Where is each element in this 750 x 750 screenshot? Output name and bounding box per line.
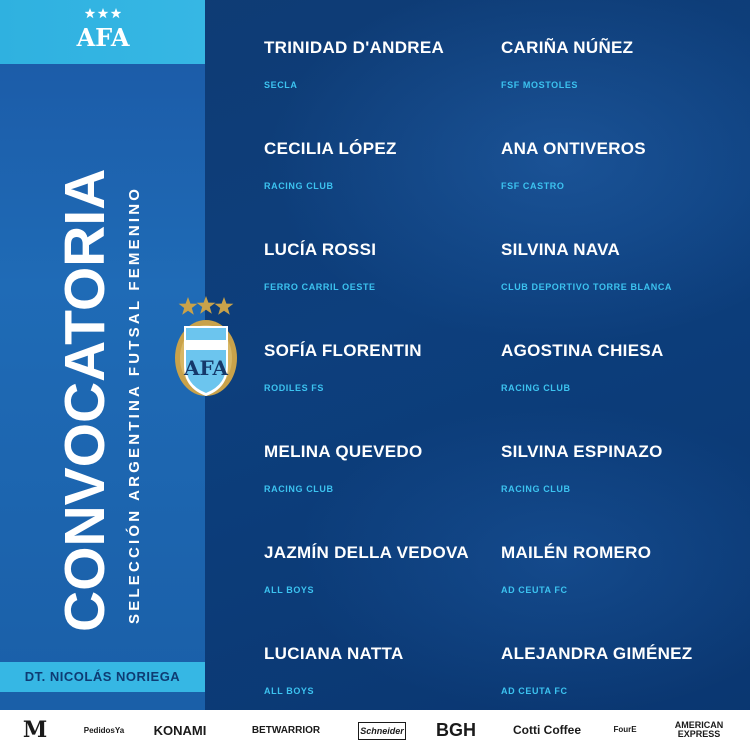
player-name: ANA ONTIVEROS <box>501 139 646 158</box>
player-club: ALL BOYS <box>264 686 315 696</box>
player-entry <box>501 313 741 393</box>
svg-text:AFA: AFA <box>183 356 229 380</box>
sponsor-bar <box>0 710 750 750</box>
player-entry <box>501 515 741 595</box>
player-club: CLUB DEPORTIVO TORRE BLANCA <box>501 282 673 292</box>
player-club: FERRO CARRIL OESTE <box>264 282 376 292</box>
player-entry <box>501 414 741 494</box>
mcdonalds-logo-icon: M <box>22 717 48 743</box>
player-entry <box>264 313 504 393</box>
player-entry <box>264 111 504 191</box>
player-name: CARIÑA NÚÑEZ <box>501 38 634 57</box>
afa-logo-text: AFA <box>76 23 130 52</box>
betwarrior-logo: BETWARRIOR <box>251 724 321 736</box>
schneider-logo: Schneider <box>358 722 406 740</box>
player-entry <box>501 111 741 191</box>
player-club: AD CEUTA FC <box>501 686 568 696</box>
player-club: RACING CLUB <box>264 181 334 191</box>
player-name: ALEJANDRA GIMÉNEZ <box>501 644 693 663</box>
player-entry <box>501 10 741 90</box>
player-name: MELINA QUEVEDO <box>264 442 423 461</box>
player-entry <box>264 414 504 494</box>
player-club: FSF CASTRO <box>501 181 565 191</box>
player-club: RACING CLUB <box>264 484 334 494</box>
player-entry <box>264 10 504 90</box>
player-entry <box>501 212 741 292</box>
player-name: SILVINA NAVA <box>501 240 621 259</box>
player-club: FSF MOSTOLES <box>501 80 579 90</box>
player-entry <box>264 616 504 696</box>
player-club: SECLA <box>264 80 298 90</box>
konami-logo: KONAMI <box>153 722 207 738</box>
player-entry <box>264 212 504 292</box>
player-club: AD CEUTA FC <box>501 585 568 595</box>
player-club: RODILES FS <box>264 383 325 393</box>
player-club: ALL BOYS <box>264 585 315 595</box>
foure-logo: FourE <box>613 724 637 734</box>
player-name: LUCÍA ROSSI <box>264 240 377 259</box>
player-name: MAILÉN ROMERO <box>501 543 652 562</box>
bgh-logo: BGH <box>436 719 476 740</box>
player-name: SOFÍA FLORENTIN <box>264 341 422 360</box>
player-name: TRINIDAD D'ANDREA <box>264 38 445 57</box>
coach-label: DT. NICOLÁS NORIEGA <box>0 662 205 692</box>
player-name: LUCIANA NATTA <box>264 644 404 663</box>
player-name: CECILIA LÓPEZ <box>264 139 397 158</box>
player-name: SILVINA ESPINAZO <box>501 442 663 461</box>
player-name: JAZMÍN DELLA VEDOVA <box>264 543 469 562</box>
american-express-logo: AMERICAN EXPRESS <box>674 719 724 739</box>
pedidosya-logo-icon: PedidosYa <box>83 725 125 735</box>
player-entry <box>501 616 741 696</box>
page-title: CONVOCATORIA <box>53 168 117 632</box>
cotti-coffee-logo: Cotti Coffee <box>513 723 581 737</box>
page-subtitle: SELECCIÓN ARGENTINA FUTSAL FEMENINO <box>126 185 143 624</box>
player-entry <box>264 515 504 595</box>
player-name: AGOSTINA CHIESA <box>501 341 664 360</box>
player-club: RACING CLUB <box>501 383 571 393</box>
player-club: RACING CLUB <box>501 484 571 494</box>
